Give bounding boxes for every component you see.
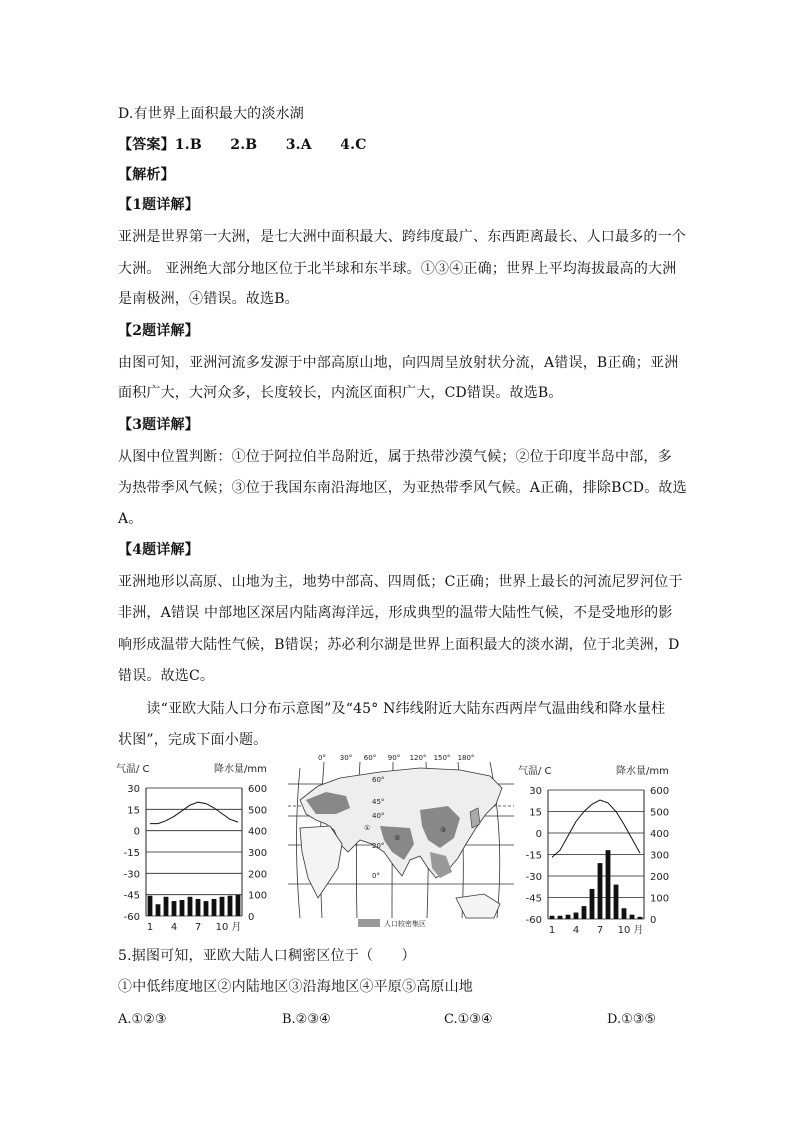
section-heading: 【3题详解】: [118, 417, 199, 433]
text-line: 为热带季风气候；③位于我国东南沿海地区，为亚热带季风气候。A正确，排除BCD。故选: [118, 480, 687, 496]
precip-bar: [630, 915, 635, 919]
text-line: 状图”，完成下面小题。: [118, 732, 268, 748]
precip-axis-label: 降水量/mm: [214, 764, 267, 775]
precip-tick-label: 0: [650, 915, 657, 926]
temp-tick-label: -60: [123, 912, 140, 923]
latitude-label: 0°: [372, 872, 380, 880]
question-5-stem: 5.据图可知，亚欧大陆人口稠密区位于（ ）: [118, 948, 416, 964]
option-b[interactable]: B.②③④: [282, 1012, 331, 1027]
text-line: 响形成温带大陆性气候，B错误；苏必利尔湖是世界上面积最大的淡水湖，位于北美洲，D: [118, 637, 680, 653]
left-climate-chart: [116, 762, 267, 933]
precip-bar: [598, 863, 603, 919]
precip-tick-label: 0: [248, 912, 255, 923]
precip-tick-label: 500: [248, 805, 268, 817]
month-tick-label: 10: [617, 925, 631, 936]
temp-tick-label: -60: [525, 915, 542, 926]
month-unit-label: 月: [633, 925, 644, 936]
precip-tick-label: 100: [650, 893, 670, 905]
precip-bar: [212, 899, 217, 916]
month-tick-label: 1: [146, 922, 154, 933]
text-line: 从图中位置判断：①位于阿拉伯半岛附近，属于热带沙漠气候；②位于印度半岛中部，多: [118, 449, 672, 465]
text-line: 亚洲地形以高原、山地为主，地势中部高、四周低；C正确；世界上最长的河流尼罗河位于: [118, 574, 683, 590]
precip-tick-label: 100: [248, 890, 268, 902]
precip-tick-label: 600: [248, 784, 268, 795]
longitude-label: 120°: [409, 754, 427, 762]
precip-tick-label: 600: [650, 786, 670, 797]
temp-tick-label: 15: [529, 807, 542, 819]
latitude-label: 20°: [372, 842, 385, 850]
japan-island: [470, 808, 480, 828]
temp-tick-label: -45: [123, 890, 140, 902]
precip-bar: [590, 889, 595, 919]
text-line: 大洲。 亚洲绝大部分地区位于北半球和东半球。①③④正确；世界上平均海拔最高的大洲: [118, 261, 677, 277]
section-heading: 【4题详解】: [118, 542, 199, 558]
longitude-label: 150°: [433, 754, 451, 762]
temp-tick-label: -45: [525, 893, 542, 905]
text-line: 是南极洲，④错误。故选B。: [118, 291, 299, 307]
precip-bar: [172, 901, 177, 916]
longitude-label: 90°: [387, 754, 401, 762]
section-heading: 【答案】1.B 2.B 3.A 4.C: [118, 137, 367, 153]
temp-curve: [552, 800, 640, 857]
precip-tick-label: 400: [248, 826, 268, 838]
latitude-label: 45°: [372, 798, 385, 806]
precip-bar: [228, 896, 233, 916]
section-heading: 【解析】: [118, 167, 175, 183]
month-tick-label: 7: [596, 925, 604, 936]
figure: [0, 748, 794, 948]
precip-bar: [566, 915, 571, 919]
precip-bar: [188, 897, 193, 916]
precip-bar: [582, 906, 587, 919]
precip-tick-label: 200: [650, 872, 670, 883]
legend-swatch: [358, 919, 380, 927]
precip-bar: [156, 904, 161, 916]
eurasia-population-map: [288, 754, 514, 928]
section-heading: 【1题详解】: [118, 197, 199, 213]
temp-tick-label: -30: [123, 869, 140, 881]
longitude-label: 0°: [318, 754, 326, 762]
question-5-items: ①中低纬度地区②内陆地区③沿海地区④平原⑤高原山地: [118, 979, 473, 995]
text-line: 亚洲是世界第一大洲，是七大洲中面积最大、跨纬度最广、东西距离最长、人口最多的一个: [118, 229, 686, 245]
temp-tick-label: 0: [535, 829, 542, 840]
precip-bar: [220, 897, 225, 916]
option-a[interactable]: A.①②③: [118, 1012, 167, 1027]
marker-3: ③: [440, 826, 447, 834]
text-line: 面积广大，大河众多，长度较长，内流区面积广大，CD错误。故选B。: [118, 385, 563, 401]
temp-axis-label: 气温/ C: [518, 766, 552, 777]
precip-bar: [614, 885, 619, 919]
temp-axis-label: 气温/ C: [116, 764, 150, 775]
longitude-label: 30°: [339, 754, 353, 762]
precip-tick-label: 500: [650, 807, 670, 819]
longitude-label: 60°: [363, 754, 377, 762]
precip-bar: [638, 917, 643, 919]
precip-bar: [180, 900, 185, 916]
option-d[interactable]: D.①③⑤: [607, 1012, 657, 1027]
precip-tick-label: 300: [248, 848, 268, 859]
month-unit-label: 月: [231, 922, 242, 933]
temp-curve: [150, 802, 238, 823]
text-line: 读“亚欧大陆人口分布示意图”及“45° N纬线附近大陆东西两岸气温曲线和降水量柱: [118, 701, 666, 717]
marker-2: ②: [394, 834, 401, 842]
text-line: 非洲，A错误 中部地区深居内陆离海洋远，形成典型的温带大陆性气候，不是受地形的影: [118, 605, 673, 621]
month-tick-label: 1: [548, 925, 556, 936]
precip-bar: [558, 916, 563, 919]
text-line: D.有世界上面积最大的淡水湖: [118, 106, 304, 122]
precip-bar: [550, 916, 555, 919]
precip-axis-label: 降水量/mm: [616, 766, 669, 777]
longitude-label: 180°: [457, 754, 475, 762]
precip-tick-label: 400: [650, 829, 670, 840]
option-c[interactable]: C.①③④: [444, 1012, 493, 1027]
precip-bar: [204, 901, 209, 916]
temp-tick-label: -15: [525, 850, 542, 862]
right-climate-chart: [518, 764, 669, 936]
text-line: A。: [118, 511, 143, 527]
month-tick-label: 4: [170, 922, 178, 933]
precip-bar: [164, 897, 169, 916]
precip-bar: [236, 895, 241, 916]
marker-1: ①: [364, 824, 371, 832]
precip-tick-label: 200: [248, 869, 268, 881]
temp-tick-label: 30: [529, 786, 542, 797]
precip-bar: [574, 913, 579, 919]
temp-tick-label: -30: [525, 872, 542, 883]
month-tick-label: 7: [194, 922, 202, 933]
temp-tick-label: -15: [123, 848, 140, 859]
precip-bar: [196, 899, 201, 916]
precip-bar: [606, 850, 611, 919]
precip-bar: [622, 908, 627, 919]
temp-tick-label: 0: [133, 826, 140, 838]
month-tick-label: 4: [572, 925, 580, 936]
latitude-label: 40°: [372, 812, 385, 820]
precip-tick-label: 300: [650, 850, 670, 862]
text-line: 错误。故选C。: [118, 668, 215, 684]
map-legend-label: 人口较密集区: [384, 920, 426, 928]
text-line: 由图可知，亚洲河流多发源于中部高原山地，向四周呈放射状分流，A错误，B正确；亚洲: [118, 355, 679, 371]
section-heading: 【2题详解】: [118, 323, 199, 339]
precip-bar: [148, 896, 153, 916]
month-tick-label: 10: [215, 922, 229, 933]
latitude-label: 60°: [372, 776, 385, 784]
temp-tick-label: 15: [127, 805, 140, 817]
temp-tick-label: 30: [127, 784, 140, 795]
